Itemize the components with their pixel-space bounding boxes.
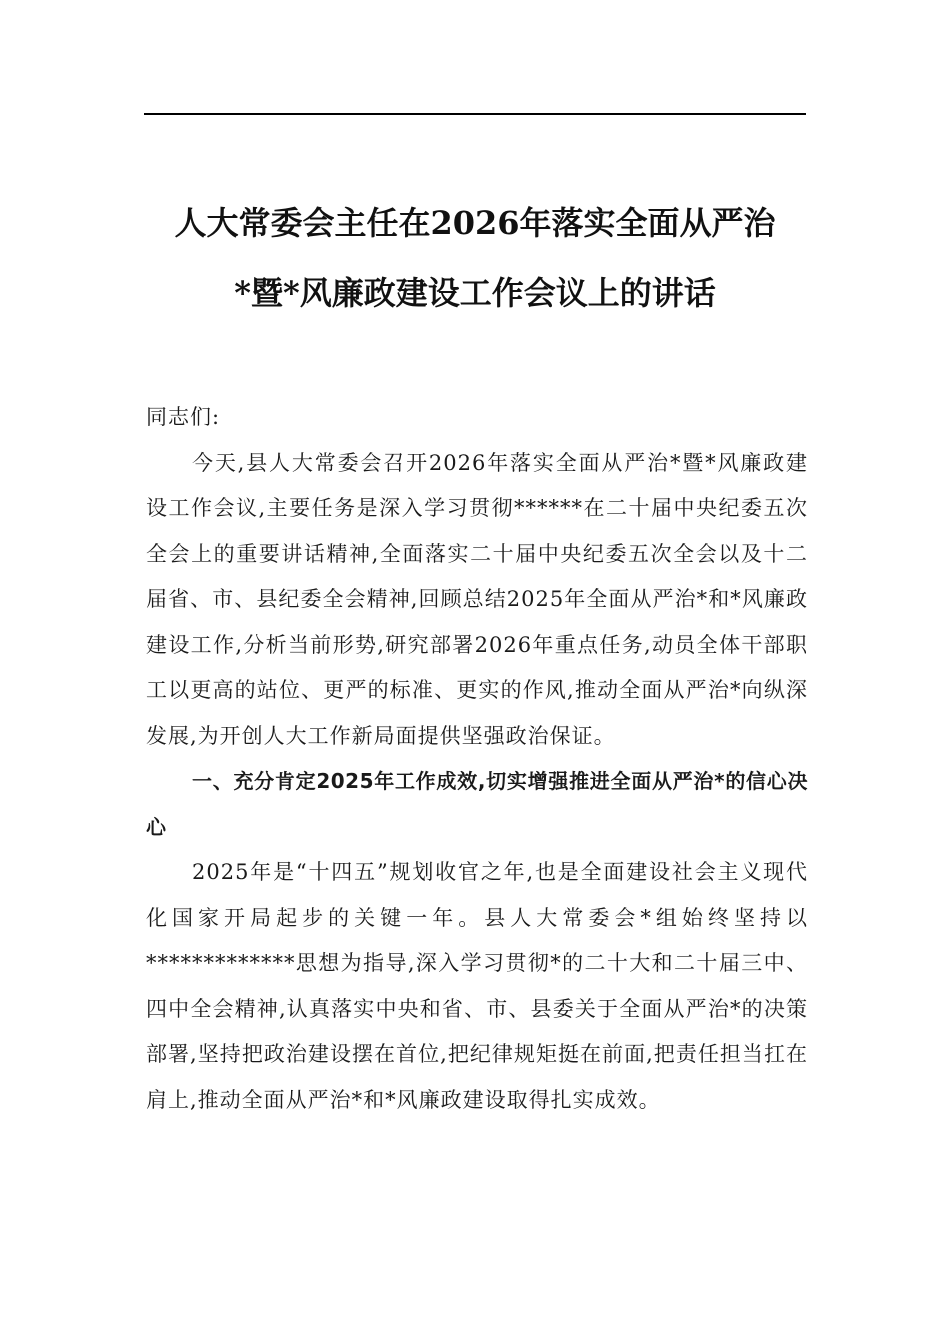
document-body [146,395,808,1123]
header-rule [144,113,806,115]
document-title [120,188,830,328]
salutation: 同志们: [146,405,221,429]
section-heading: 一、充分肯定2025年工作成效,切实增强推进全面从严治*的信心决心 [146,769,808,839]
title-line-1: 人大常委会主任在2026年落实全面从严治 [174,204,776,242]
title-line-2: *暨*风廉政建设工作会议上的讲话 [234,274,716,312]
section-paragraph: 2025年是“十四五”规划收官之年,也是全面建设社会主义现代化国家开局起步的关键一年。县人大常委会*组始终坚持以*************思想为指导,深入学习贯彻*的二十大和二十届三中、四中全会精神,认真落实中央和省、市、县委关于全面从严治*的决策部署,坚持把政治建设摆在首位,把纪律规矩挺在前面,把责任担当扛在肩上,推动全面从严治*和*风廉政建设取得扎实成效。 [146,860,808,1112]
opening-paragraph: 今天,县人大常委会召开2026年落实全面从严治*暨*风廉政建设工作会议,主要任务是深入学习贯彻******在二十届中央纪委五次全会上的重要讲话精神,全面落实二十届中央纪委五次全会以及十二届省、市、县纪委全会精神,回顾总结2025年全面从严治*和*风廉政建设工作,分析当前形势,研究部署2026年重点任务,动员全体干部职工以更高的站位、更严的标准、更实的作风,推动全面从严治*向纵深发展,为开创人大工作新局面提供坚强政治保证。 [146,450,808,748]
